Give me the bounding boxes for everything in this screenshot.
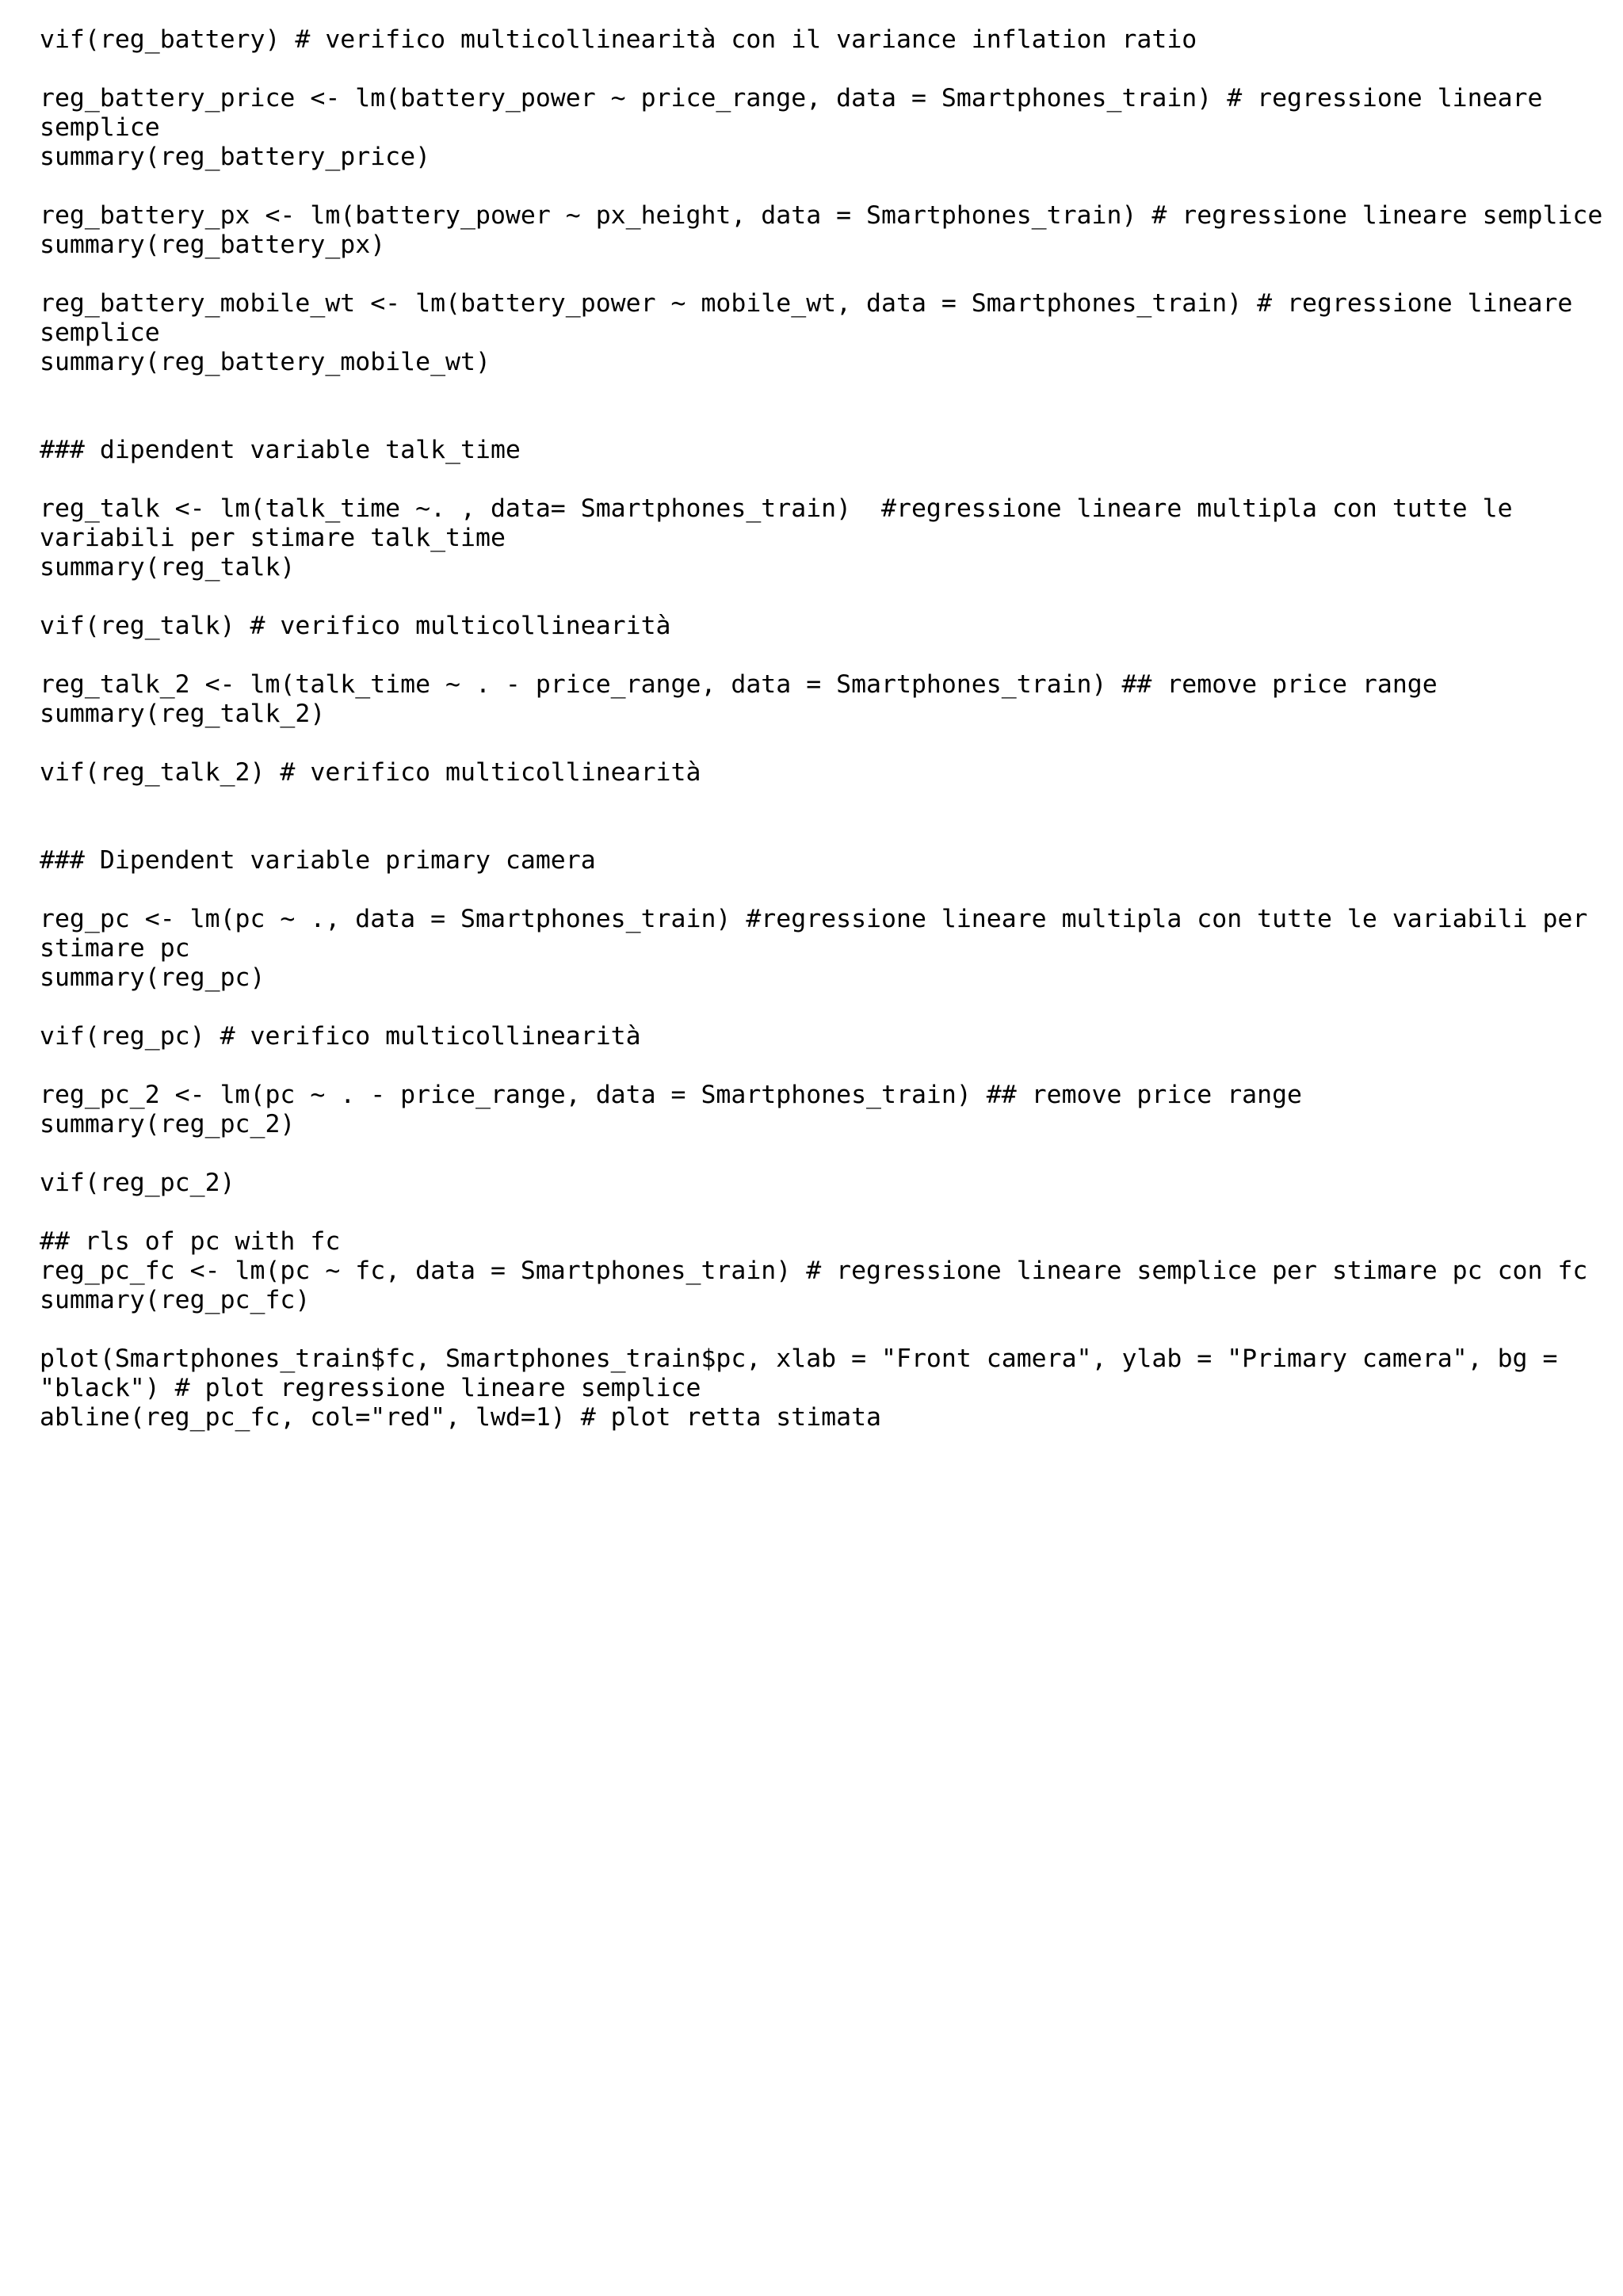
code-line (40, 1198, 1593, 1227)
code-line: summary(reg_battery_mobile_wt) (40, 348, 491, 376)
code-line: semplice (40, 318, 160, 347)
code-line (40, 465, 1593, 494)
code-line (40, 729, 1593, 758)
code-line (40, 641, 1593, 670)
code-line: ## rls of pc with fc (40, 1227, 341, 1256)
code-line (40, 55, 1593, 84)
code-line: summary(reg_pc_2) (40, 1110, 296, 1138)
code-line (40, 260, 1593, 289)
code-line (40, 817, 1593, 846)
code-line: reg_pc <- lm(pc ~ ., data = Smartphones_train) #regressione lineare multipla con tutte le variabili per (40, 905, 1588, 933)
code-line (40, 993, 1593, 1022)
code-line (40, 788, 1593, 817)
code-line (40, 406, 1593, 436)
code-line: summary(reg_pc_fc) (40, 1286, 311, 1314)
code-line: summary(reg_talk_2) (40, 700, 326, 728)
code-line: ### Dipendent variable primary camera (40, 846, 596, 875)
code-line (40, 1051, 1593, 1081)
code-line: vif(reg_pc) # verifico multicollinearità (40, 1022, 641, 1051)
code-document (40, 25, 1603, 1432)
code-line: semplice (40, 113, 160, 142)
code-line: vif(reg_talk_2) # verifico multicollinearità (40, 758, 701, 787)
code-line: vif(reg_battery) # verifico multicollinearità con il variance inflation ratio (40, 25, 1197, 54)
code-line (40, 377, 1593, 406)
code-line: abline(reg_pc_fc, col="red", lwd=1) # plot retta stimata (40, 1403, 882, 1432)
code-line (40, 875, 1593, 905)
code-line: summary(reg_battery_px) (40, 231, 386, 259)
code-line (40, 172, 1593, 201)
code-line: vif(reg_pc_2) (40, 1169, 235, 1197)
code-line: summary(reg_pc) (40, 963, 265, 992)
code-line: plot(Smartphones_train$fc, Smartphones_train$pc, xlab = "Front camera", ylab = "Primary camera", bg = (40, 1344, 1558, 1373)
code-line: reg_pc_fc <- lm(pc ~ fc, data = Smartphones_train) # regressione lineare semplice per stimare pc con fc (40, 1257, 1588, 1285)
code-line: reg_pc_2 <- lm(pc ~ . - price_range, data = Smartphones_train) ## remove price range (40, 1081, 1303, 1109)
code-line (40, 1139, 1593, 1169)
code-line: reg_battery_price <- lm(battery_power ~ price_range, data = Smartphones_train) # regressione lineare (40, 84, 1543, 113)
code-line (40, 1315, 1593, 1344)
code-line (40, 582, 1593, 612)
code-line: reg_talk <- lm(talk_time ~. , data= Smartphones_train) #regressione lineare multipla con tutte le (40, 494, 1513, 523)
code-line: ### dipendent variable talk_time (40, 436, 521, 464)
code-line: reg_talk_2 <- lm(talk_time ~ . - price_range, data = Smartphones_train) ## remove price range (40, 670, 1438, 699)
code-line: "black") # plot regressione lineare semplice (40, 1374, 701, 1402)
code-line: summary(reg_battery_price) (40, 143, 431, 171)
code-line: reg_battery_mobile_wt <- lm(battery_power ~ mobile_wt, data = Smartphones_train) # regressione lineare (40, 289, 1573, 318)
code-line: variabili per stimare talk_time (40, 524, 506, 552)
code-line: vif(reg_talk) # verifico multicollinearità (40, 612, 671, 640)
code-line: stimare pc (40, 934, 190, 963)
code-line: reg_battery_px <- lm(battery_power ~ px_height, data = Smartphones_train) # regressione lineare semplice (40, 201, 1603, 230)
code-line: summary(reg_talk) (40, 553, 296, 582)
